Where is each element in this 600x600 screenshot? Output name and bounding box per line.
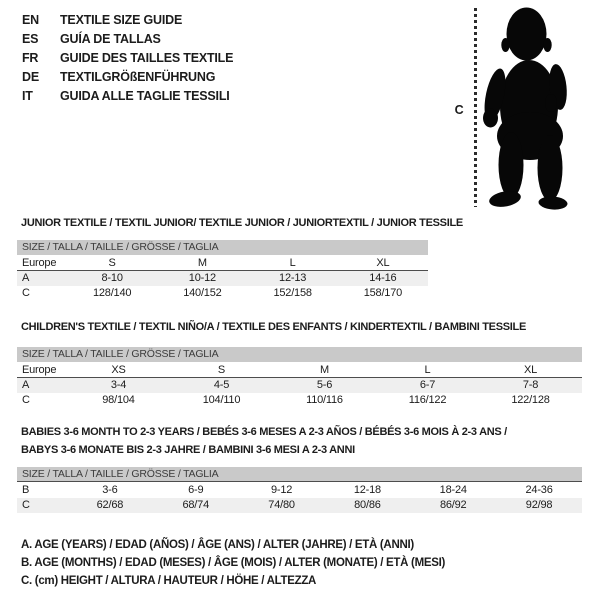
size-cell: 6-7 — [419, 379, 436, 391]
language-title: TEXTILGRÖßENFÜHRUNG — [60, 70, 216, 84]
row-label: B — [22, 484, 30, 496]
language-row-de — [22, 68, 233, 87]
language-row-es — [22, 30, 233, 49]
table-row — [17, 498, 582, 513]
size-cell: 7-8 — [522, 379, 539, 391]
size-cell: 104/110 — [202, 394, 241, 406]
legend-line-c: C. (cm) HEIGHT / ALTURA / HAUTEUR / HÖHE / ALTEZZA — [21, 575, 317, 587]
size-cell: 10-12 — [188, 272, 216, 284]
toddler-silhouette-icon — [478, 3, 592, 211]
language-title-block — [22, 11, 233, 106]
table-row — [17, 378, 582, 393]
row-label: Europe — [22, 257, 57, 269]
size-cell: 5-6 — [316, 379, 333, 391]
language-title: TEXTILE SIZE GUIDE — [60, 13, 183, 27]
babies-textile-table — [17, 424, 582, 513]
table-title: JUNIOR TEXTILE / TEXTIL JUNIOR/ TEXTILE JUNIOR / JUNIORTEXTIL / JUNIOR TESSILE — [21, 217, 463, 229]
language-code: IT — [22, 89, 33, 103]
row-label: C — [22, 499, 30, 511]
size-cell: L — [289, 257, 296, 269]
size-cell: 152/158 — [273, 287, 312, 299]
size-header-bar: SIZE / TALLA / TAILLE / GRÖSSE / TAGLIA — [17, 240, 428, 255]
table-row — [17, 362, 582, 378]
height-measure-label: C — [454, 103, 464, 117]
junior-textile-table — [17, 217, 463, 301]
size-header-bar: SIZE / TALLA / TAILLE / GRÖSSE / TAGLIA — [17, 347, 582, 362]
table-row — [17, 482, 582, 498]
size-cell: S — [108, 257, 116, 269]
size-cell: M — [197, 257, 207, 269]
size-cell: 158/170 — [363, 287, 403, 299]
size-cell: 140/152 — [183, 287, 222, 299]
language-code: ES — [22, 32, 39, 46]
legend-block — [21, 536, 445, 590]
size-cell: 116/122 — [408, 394, 447, 406]
size-cell: 14-16 — [369, 272, 397, 284]
table-title-line2: BABYS 3-6 MONATE BIS 2-3 JAHRE / BAMBINI 3-6 MESI A 2-3 ANNI — [21, 443, 355, 456]
size-cell: 9-12 — [270, 484, 293, 496]
size-cell: S — [217, 364, 226, 376]
row-label: C — [22, 287, 30, 299]
size-cell: 12-18 — [353, 484, 381, 496]
size-cell: 8-10 — [101, 272, 123, 284]
language-row-it — [22, 87, 233, 106]
legend-line-b: B. AGE (MONTHS) / EDAD (MESES) / ÂGE (MOIS) / ALTER (MONATE) / ETÀ (MESI) — [21, 557, 446, 569]
language-title: GUIDA ALLE TAGLIE TESSILI — [60, 89, 230, 103]
size-cell: 12-13 — [279, 272, 307, 284]
table-row — [17, 393, 582, 408]
size-cell: 92/98 — [525, 499, 553, 511]
size-cell: 6-9 — [188, 484, 204, 496]
size-cell: 98/104 — [102, 394, 135, 406]
size-cell: 128/140 — [92, 287, 132, 299]
size-cell: 24-36 — [525, 484, 553, 496]
size-cell: XL — [523, 364, 538, 376]
table-row — [17, 255, 428, 271]
size-cell: 68/74 — [182, 499, 209, 511]
height-measure-dashed-line — [474, 8, 477, 207]
size-cell: 122/128 — [511, 394, 550, 406]
size-cell: XS — [111, 364, 126, 376]
size-cell: 74/80 — [268, 499, 295, 511]
language-title: GUIDE DES TAILLES TEXTILE — [60, 51, 234, 65]
size-cell: 18-24 — [439, 484, 467, 496]
legend-line-a: A. AGE (YEARS) / EDAD (AÑOS) / ÂGE (ANS) / ALTER (JAHRE) / ETÀ (ANNI) — [21, 539, 414, 551]
size-cell: 4-5 — [213, 379, 230, 391]
size-cell: L — [424, 364, 431, 376]
table-row — [17, 271, 428, 286]
childrens-textile-table — [17, 321, 582, 408]
size-cell: 62/68 — [96, 499, 124, 511]
language-code: DE — [22, 70, 39, 84]
row-label: C — [22, 394, 30, 406]
language-row-en — [22, 11, 233, 30]
size-header-bar: SIZE / TALLA / TAILLE / GRÖSSE / TAGLIA — [17, 467, 582, 482]
size-cell: 3-6 — [102, 484, 118, 496]
row-label: Europe — [22, 364, 57, 376]
size-cell: 86/92 — [439, 499, 467, 511]
size-cell: 3-4 — [110, 379, 127, 391]
row-label: A — [22, 379, 30, 391]
size-cell: 80/86 — [354, 499, 381, 511]
row-label: A — [22, 272, 30, 284]
language-code: FR — [22, 51, 39, 65]
size-cell: 110/116 — [306, 394, 343, 406]
table-title: BABIES 3-6 MONTH TO 2-3 YEARS / BEBÉS 3-6 MESES A 2-3 AÑOS / BÉBÉS 3-6 MOIS À 2-3 ANS / — [21, 426, 507, 438]
size-cell: M — [320, 364, 329, 376]
table-row — [17, 286, 428, 301]
language-code: EN — [22, 13, 39, 27]
table-title: CHILDREN'S TEXTILE / TEXTIL NIÑO/A / TEXTILE DES ENFANTS / KINDERTEXTIL / BAMBINI TESSILE — [21, 321, 526, 333]
language-row-fr — [22, 49, 233, 68]
size-cell: XL — [376, 257, 390, 269]
language-title: GUÍA DE TALLAS — [60, 32, 161, 46]
